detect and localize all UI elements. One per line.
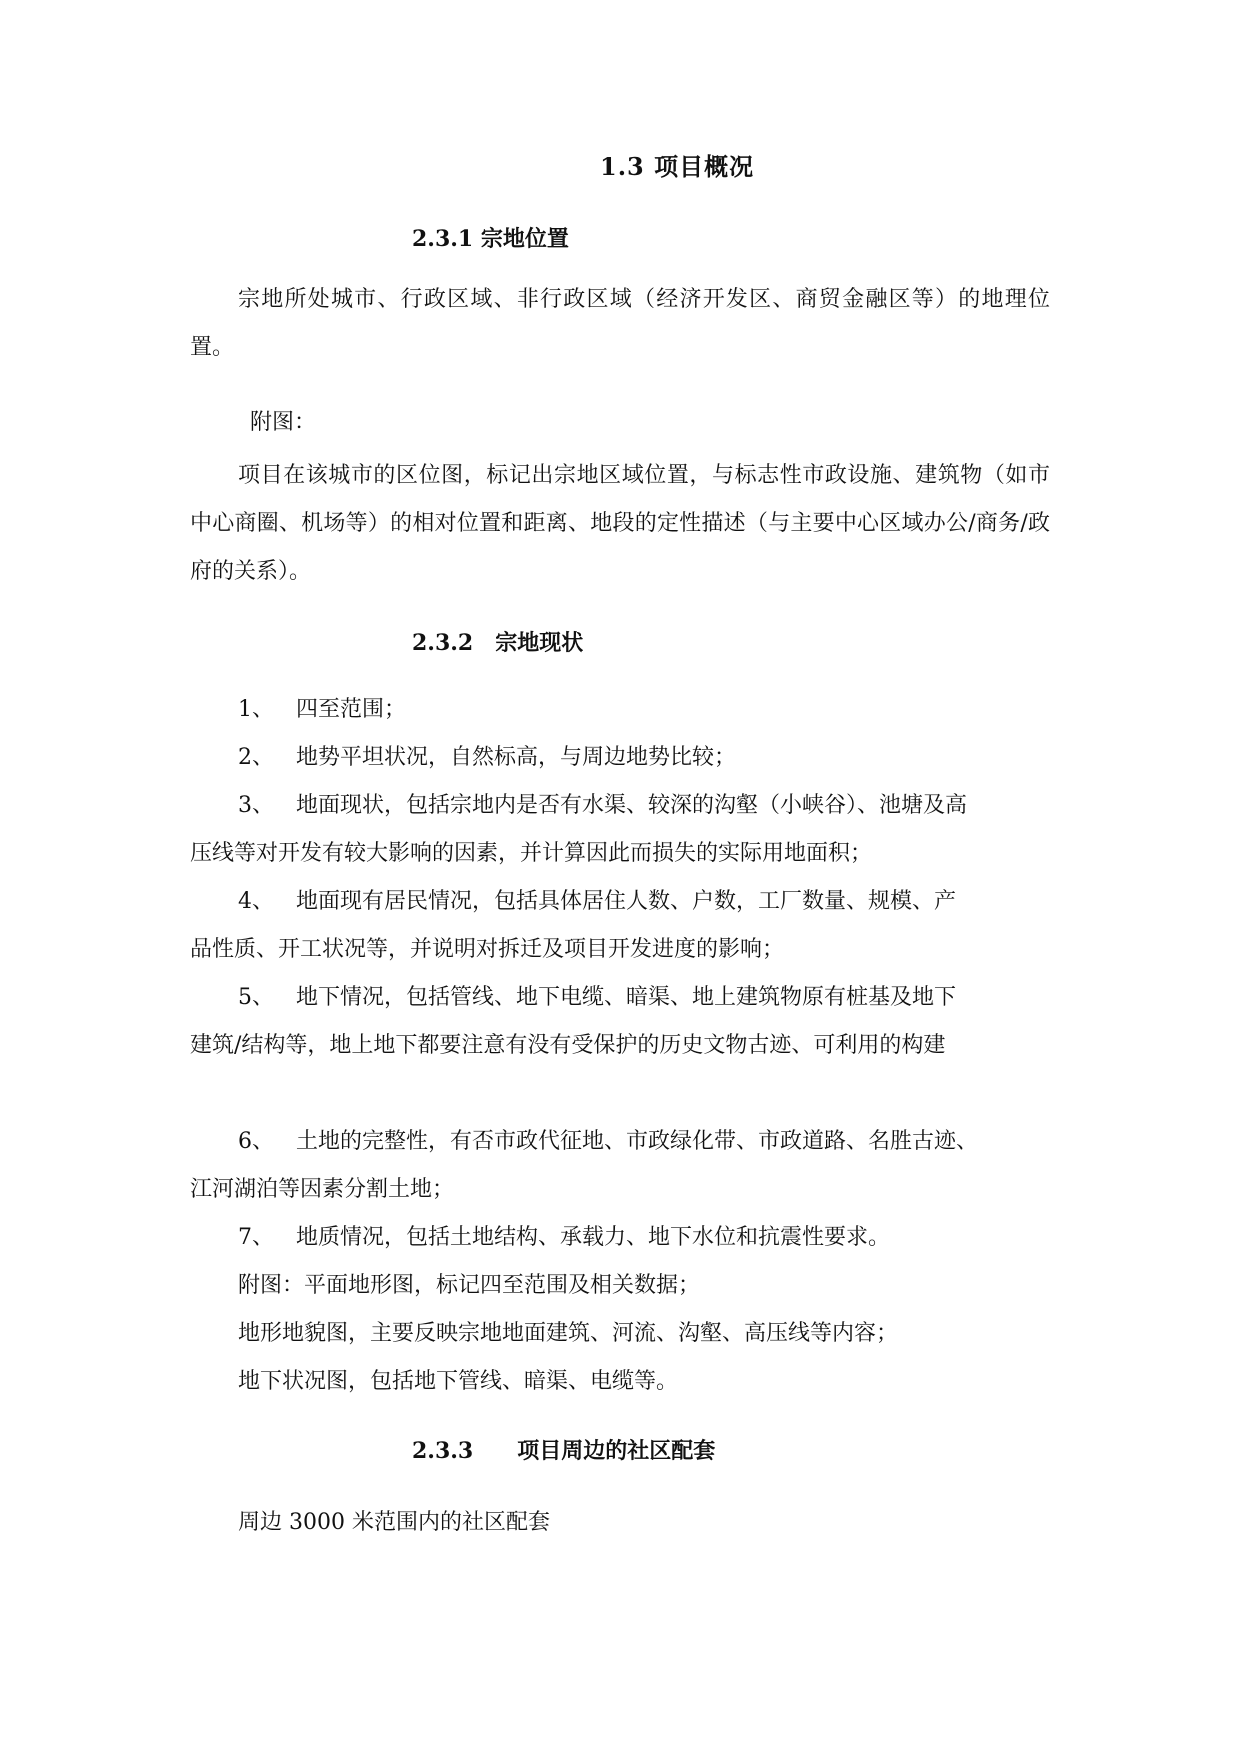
list-text: 地面现状，包括宗地内是否有水渠、较深的沟壑（小峡谷）、池塘及高 [296,793,968,818]
list-number: 7、 [238,1225,274,1250]
list-number: 2、 [238,745,274,770]
list-text: 土地的完整性，有否市政代征地、市政绿化带、市政道路、名胜古迹、 [296,1129,979,1154]
list-item [238,1223,890,1253]
list-number: 3、 [238,793,274,818]
figure-note: 附图：平面地形图，标记四至范围及相关数据； [238,1273,701,1298]
list-item [238,887,956,917]
figure-label: 附图： [250,410,317,435]
list-number: 6、 [238,1129,274,1154]
figure-note: 地形地貌图，主要反映宗地地面建筑、河流、沟壑、高压线等内容； [238,1321,899,1346]
list-item [238,695,406,725]
list-item [238,791,967,821]
paragraph-location-map: 项目在该城市的区位图，标记出宗地区域位置，与标志性市政设施、建筑物（如市中心商圈、机场等）的相对位置和距离、地段的定性描述（与主要中心区域办公/商务/政府的关系）。 [190,463,1050,584]
list-text: 地势平坦状况，自然标高，与周边地势比较； [296,745,737,770]
section-heading-2-3-3: 2.3.3 项目周边的社区配套 [412,1438,716,1464]
list-text: 四至范围； [296,697,407,722]
paragraph-location: 宗地所处城市、行政区域、非行政区域（经济开发区、商贸金融区等）的地理位置。 [190,287,1050,360]
list-item-continuation: 江河湖泊等因素分割土地； [190,1177,455,1202]
list-number: 1、 [238,697,274,722]
list-item-continuation: 压线等对开发有较大影响的因素，并计算因此而损失的实际用地面积； [190,841,873,866]
figure-note: 地下状况图，包括地下管线、暗渠、电缆等。 [238,1369,679,1394]
paragraph-community: 周边 3000 米范围内的社区配套 [238,1510,550,1535]
section-heading-2-3-2: 2.3.2 宗地现状 [412,630,584,656]
list-item [238,983,956,1013]
list-item-continuation: 建筑/结构等，地上地下都要注意有没有受保护的历史文物古迹、可利用的构建 [190,1033,946,1058]
page-title: 1.3 项目概况 [600,152,755,181]
section-heading-2-3-1: 2.3.1 宗地位置 [412,226,569,252]
list-item [238,1127,978,1157]
list-item [238,743,736,773]
list-number: 5、 [238,985,274,1010]
list-number: 4、 [238,889,274,914]
list-text: 地质情况，包括土地结构、承载力、地下水位和抗震性要求。 [296,1225,891,1250]
list-text: 地面现有居民情况，包括具体居住人数、户数，工厂数量、规模、产 [296,889,957,914]
list-item-continuation: 品性质、开工状况等，并说明对拆迁及项目开发进度的影响； [190,937,785,962]
list-text: 地下情况，包括管线、地下电缆、暗渠、地上建筑物原有桩基及地下 [296,985,957,1010]
